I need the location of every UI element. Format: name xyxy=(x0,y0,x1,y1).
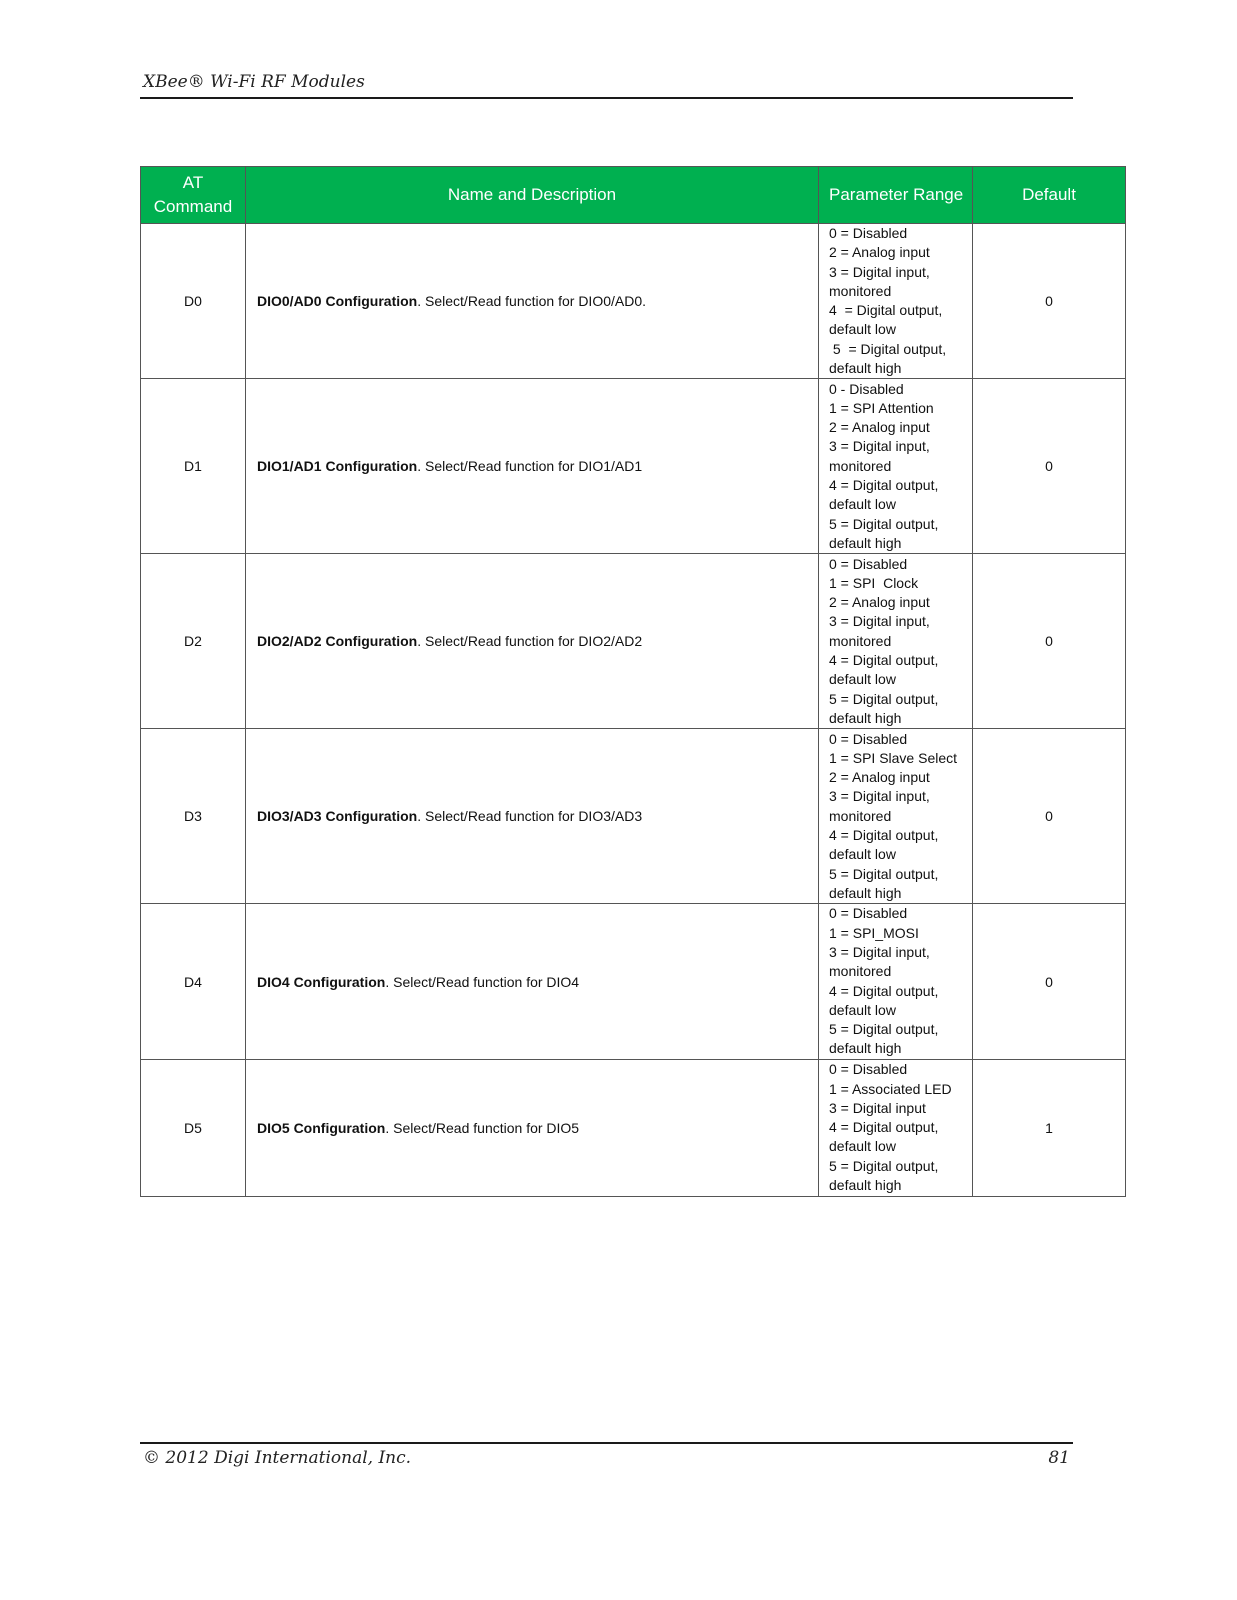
cell-command: D0 xyxy=(141,224,246,379)
cell-description xyxy=(246,904,819,1059)
cell-description xyxy=(246,224,819,379)
parameter-description: . Select/Read function for DIO0/AD0. xyxy=(417,293,647,310)
cell-description xyxy=(246,379,819,554)
range-option: 2 = Analog input xyxy=(829,769,930,786)
range-option: default high xyxy=(829,534,902,551)
range-option: default low xyxy=(829,671,896,688)
range-option: 1 = SPI Slave Select xyxy=(829,749,958,766)
table-body xyxy=(141,224,1126,1197)
cell-parameter-range xyxy=(819,904,973,1059)
range-option: 0 = Disabled xyxy=(829,730,908,747)
cell-parameter-range xyxy=(819,1059,973,1196)
range-option: 4 = Digital output, xyxy=(829,1119,939,1136)
range-option: 3 = Digital input, xyxy=(829,438,930,455)
running-header: XBee® Wi-Fi RF Modules xyxy=(143,72,365,92)
range-option: 3 = Digital input, xyxy=(829,263,930,280)
range-option: 3 = Digital input, xyxy=(829,943,930,960)
parameter-description: . Select/Read function for DIO2/AD2 xyxy=(417,633,643,650)
range-option: 0 - Disabled xyxy=(829,380,904,397)
range-option: default high xyxy=(829,360,902,377)
range-option: 4 = Digital output, xyxy=(829,302,943,319)
range-option: monitored xyxy=(829,963,892,980)
cell-default: 0 xyxy=(973,224,1126,379)
range-option: default high xyxy=(829,1040,902,1057)
column-header-range: Parameter Range xyxy=(819,167,973,224)
range-option: 4 = Digital output, xyxy=(829,477,939,494)
range-option: 0 = Disabled xyxy=(829,225,908,241)
parameter-name: DIO5 Configuration xyxy=(257,1119,386,1136)
range-option: 2 = Analog input xyxy=(829,594,930,611)
range-option: default high xyxy=(829,1176,902,1193)
table-row xyxy=(141,224,1126,379)
table-row xyxy=(141,904,1126,1059)
range-option: 0 = Disabled xyxy=(829,555,908,572)
cell-command: D2 xyxy=(141,554,246,729)
cell-command: D3 xyxy=(141,729,246,904)
cell-command: D5 xyxy=(141,1059,246,1196)
parameter-name: DIO2/AD2 Configuration xyxy=(257,633,418,650)
parameter-description: . Select/Read function for DIO1/AD1 xyxy=(417,458,643,475)
range-option: 5 = Digital output, xyxy=(829,1021,939,1038)
table-row xyxy=(141,554,1126,729)
parameter-name: DIO3/AD3 Configuration xyxy=(257,808,418,825)
cell-default: 0 xyxy=(973,554,1126,729)
range-option: 5 = Digital output, xyxy=(829,865,939,882)
range-option: 1 = SPI Attention xyxy=(829,399,934,416)
range-option: 3 = Digital input xyxy=(829,1099,926,1116)
cell-description xyxy=(246,1059,819,1196)
cell-parameter-range xyxy=(819,729,973,904)
column-header-default: Default xyxy=(973,167,1126,224)
cell-default: 0 xyxy=(973,379,1126,554)
table-row xyxy=(141,379,1126,554)
range-option: monitored xyxy=(829,457,892,474)
range-option: default low xyxy=(829,1001,896,1018)
parameter-name: DIO4 Configuration xyxy=(257,973,386,990)
range-option: 0 = Disabled xyxy=(829,1061,908,1078)
range-option: 4 = Digital output, xyxy=(829,652,939,669)
cell-description xyxy=(246,729,819,904)
parameter-name: DIO1/AD1 Configuration xyxy=(257,458,418,475)
range-option: 5 = Digital output, xyxy=(829,690,939,707)
range-option: 5 = Digital output, xyxy=(829,515,939,532)
range-option: default low xyxy=(829,321,896,338)
range-option: default high xyxy=(829,884,902,901)
parameter-description: . Select/Read function for DIO4 xyxy=(385,973,580,990)
footer-copyright: © 2012 Digi International, Inc. xyxy=(143,1448,412,1468)
range-option: 2 = Analog input xyxy=(829,244,930,261)
range-option: 4 = Digital output, xyxy=(829,827,939,844)
range-option: 1 = SPI Clock xyxy=(829,574,919,591)
range-option: default low xyxy=(829,496,896,513)
parameter-description: . Select/Read function for DIO3/AD3 xyxy=(417,808,643,825)
cell-default: 1 xyxy=(973,1059,1126,1196)
at-command-table xyxy=(140,166,1126,1197)
cell-parameter-range xyxy=(819,379,973,554)
range-option: 3 = Digital input, xyxy=(829,788,930,805)
cell-command: D1 xyxy=(141,379,246,554)
cell-parameter-range xyxy=(819,224,973,379)
range-option: monitored xyxy=(829,807,892,824)
table-row xyxy=(141,729,1126,904)
cell-description xyxy=(246,554,819,729)
range-option: default low xyxy=(829,1138,896,1155)
cell-parameter-range xyxy=(819,554,973,729)
range-option: monitored xyxy=(829,632,892,649)
range-option: 2 = Analog input xyxy=(829,419,930,436)
column-header-description: Name and Description xyxy=(246,167,819,224)
header-rule xyxy=(140,97,1073,99)
table-row xyxy=(141,1059,1126,1196)
parameter-name: DIO0/AD0 Configuration xyxy=(257,293,418,310)
column-header-command: AT Command xyxy=(141,167,246,224)
range-option: 0 = Disabled xyxy=(829,905,908,922)
range-option: 5 = Digital output, xyxy=(829,1157,939,1174)
range-option: monitored xyxy=(829,282,892,299)
range-option: default low xyxy=(829,846,896,863)
range-option: 1 = SPI_MOSI xyxy=(829,924,919,941)
range-option: 1 = Associated LED xyxy=(829,1080,952,1097)
cell-default: 0 xyxy=(973,904,1126,1059)
range-option: 3 = Digital input, xyxy=(829,613,930,630)
range-option: default high xyxy=(829,709,902,726)
range-option: 4 = Digital output, xyxy=(829,982,939,999)
parameter-description: . Select/Read function for DIO5 xyxy=(385,1119,580,1136)
range-option: 5 = Digital output, xyxy=(829,340,947,357)
footer-rule xyxy=(140,1442,1073,1444)
cell-default: 0 xyxy=(973,729,1126,904)
cell-command: D4 xyxy=(141,904,246,1059)
page-number: 81 xyxy=(1048,1448,1070,1468)
table-header xyxy=(141,167,1126,224)
